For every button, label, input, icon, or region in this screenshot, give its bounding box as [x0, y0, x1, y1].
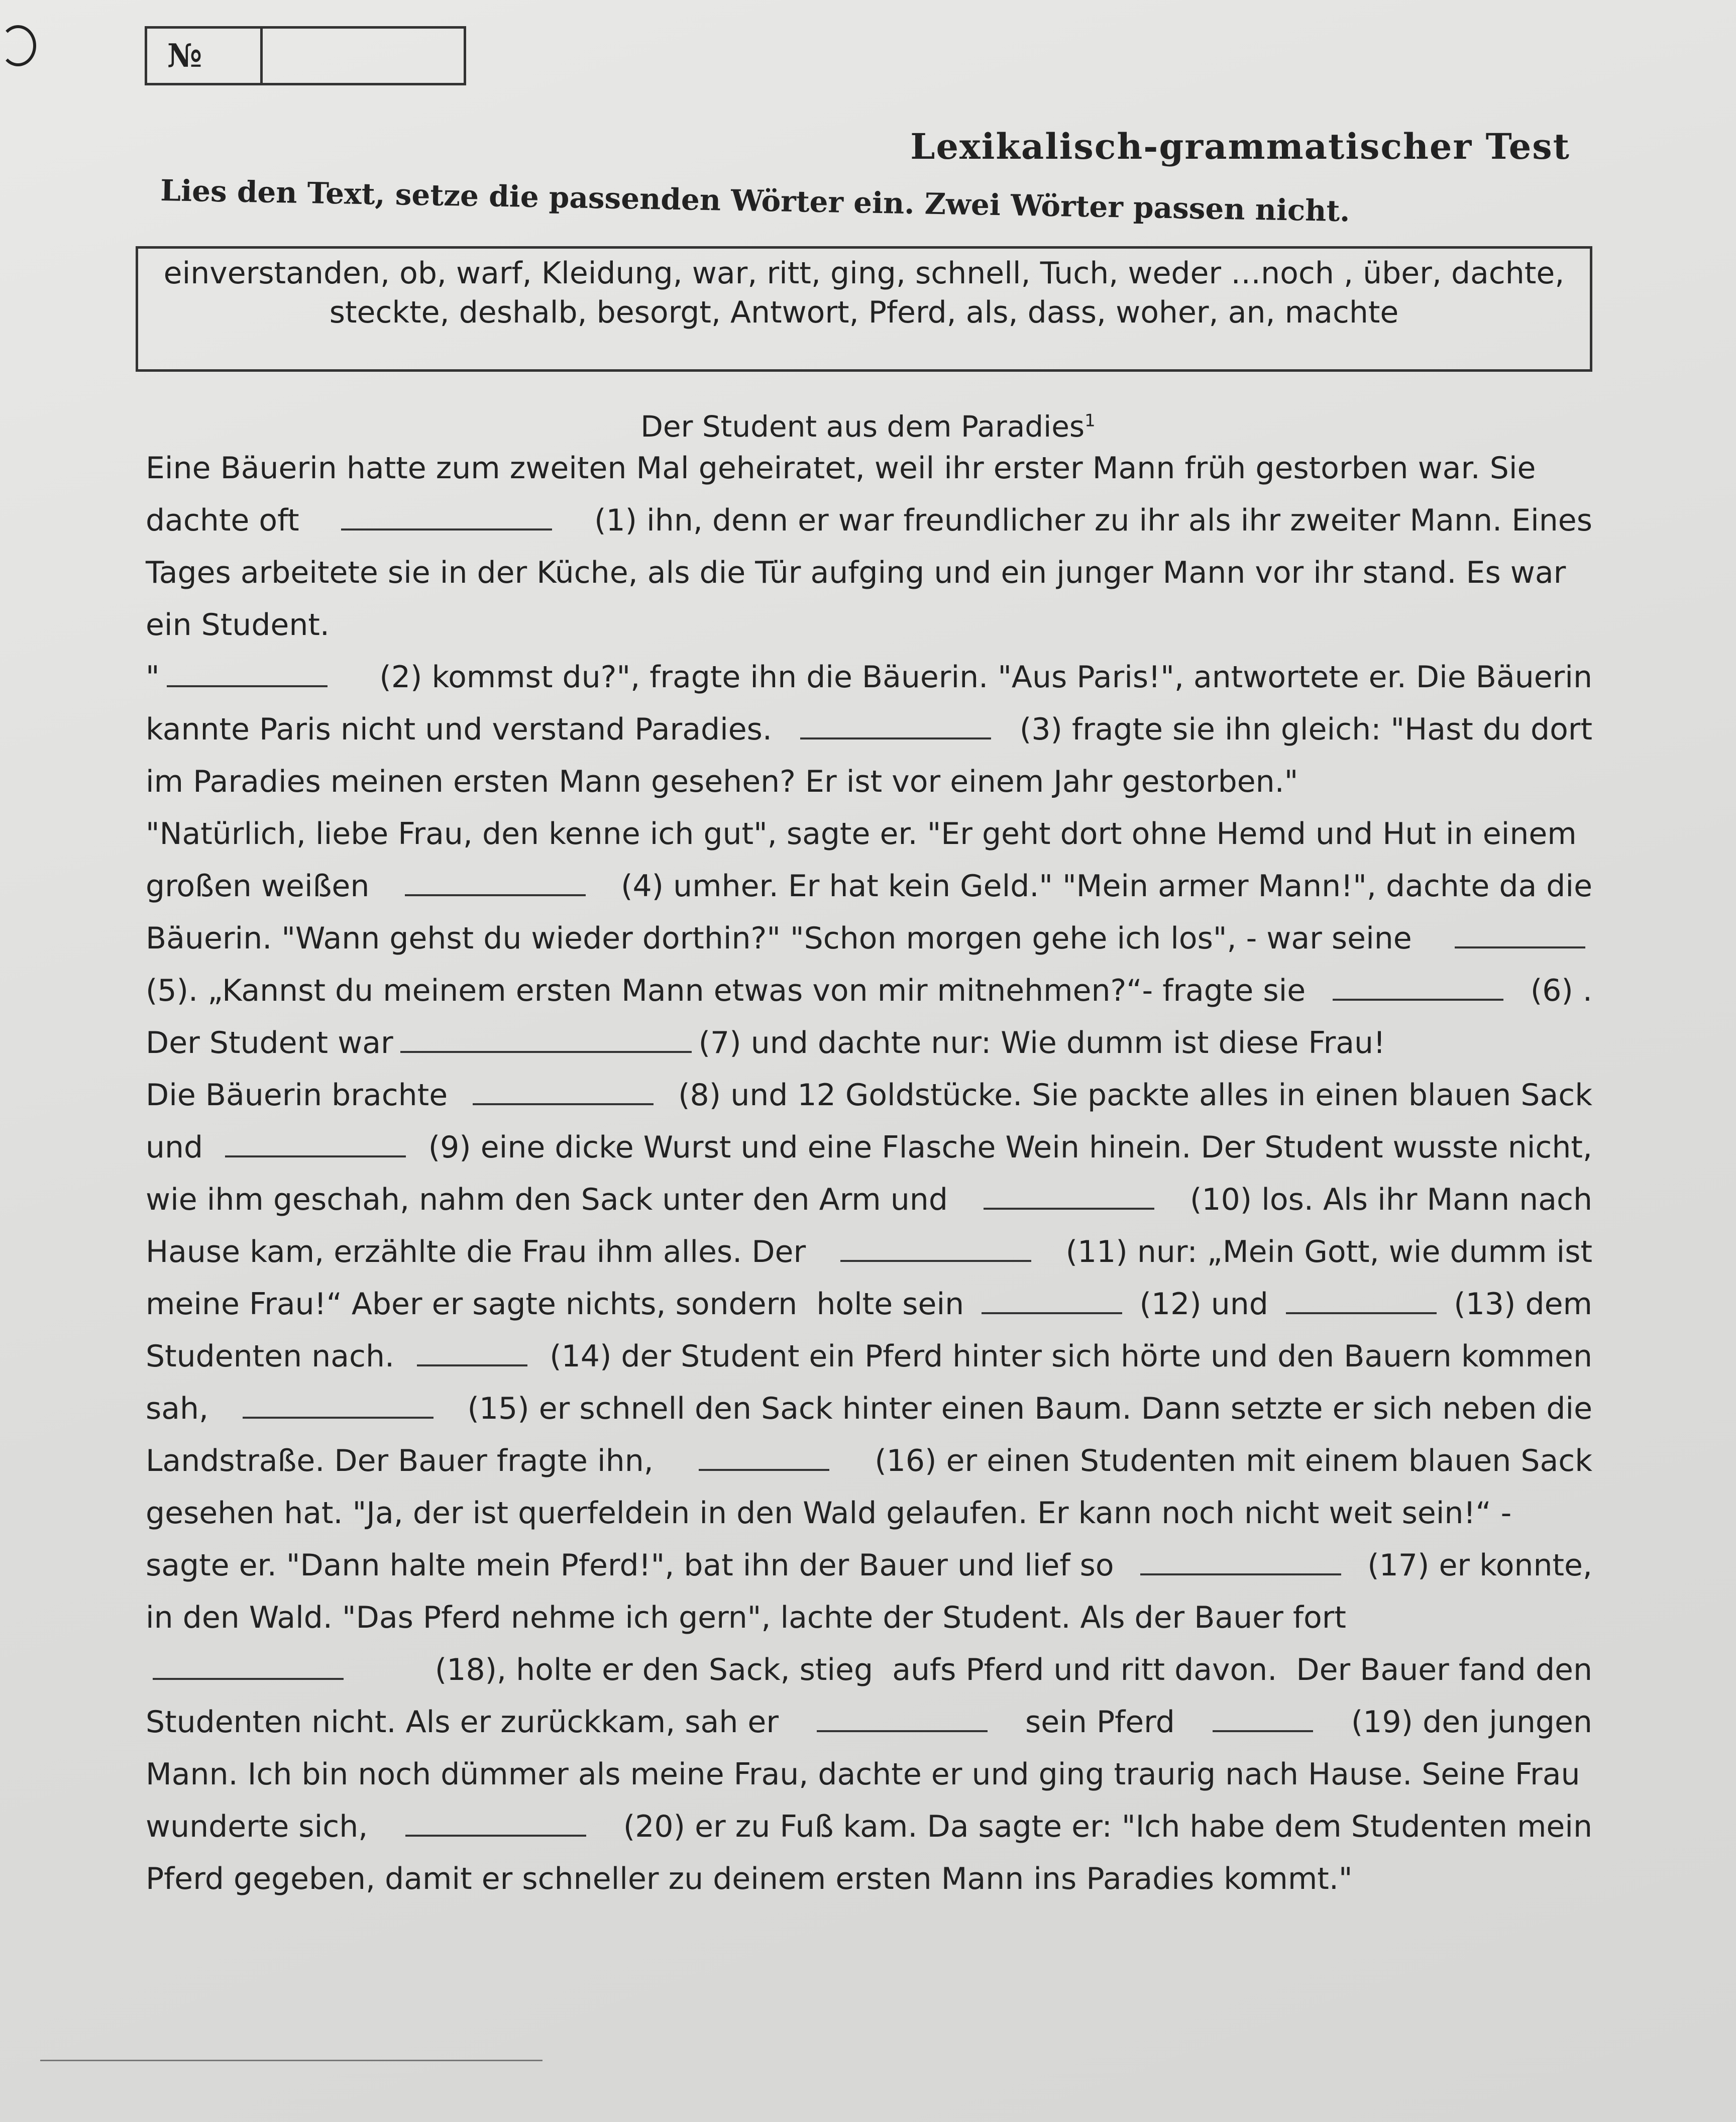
story-line — [146, 1591, 1592, 1644]
gap-9-blank[interactable] — [225, 1131, 406, 1157]
text-segment: (17) er konnte, — [1367, 1548, 1592, 1583]
story-line — [146, 442, 1592, 494]
text-segment: (9) eine dicke Wurst und eine Flasche Wein hinein. Der Student wusste nicht, — [428, 1130, 1592, 1165]
text-segment: in den Wald. "Das Pferd nehme ich gern", lachte der Student. Als der Bauer fort — [146, 1600, 1346, 1635]
gap-17-blank[interactable] — [1140, 1549, 1341, 1575]
text-segment: (16) er einen Studenten mit einem blauen Sack — [875, 1443, 1592, 1478]
text-segment: Studenten nicht. Als er zurückkam, sah er — [146, 1705, 779, 1740]
gap-1-blank[interactable] — [341, 504, 552, 530]
instruction-text: Lies den Text, setze die passenden Wörter ein. Zwei Wörter passen nicht. — [160, 173, 1351, 229]
text-segment: (2) kommst du?", fragte ihn die Bäuerin. "Aus Paris!", antwortete er. Die Bäuerin — [379, 660, 1592, 695]
text-segment: sein Pferd — [1025, 1705, 1175, 1740]
text-segment: Tages arbeitete sie in der Küche, als die Tür aufging und ein junger Mann vor ihr stand. Es war — [146, 555, 1566, 590]
story-line — [146, 860, 1592, 912]
text-segment: im Paradies meinen ersten Mann gesehen? Er ist vor einem Jahr gestorben." — [146, 764, 1298, 799]
gap-3-blank[interactable] — [800, 713, 991, 739]
text-segment: (18), holte er den Sack, stieg aufs Pferd und ritt davon. Der Bauer fand den — [435, 1652, 1592, 1687]
story-line — [146, 1800, 1592, 1853]
text-segment: (6) . — [1530, 973, 1592, 1008]
text-segment: ein Student. — [146, 607, 330, 643]
gap-11-blank[interactable] — [840, 1236, 1031, 1262]
gap-12-blank[interactable] — [982, 1288, 1122, 1314]
number-label: № — [147, 29, 263, 83]
story-line — [146, 1748, 1592, 1800]
gap-6-blank[interactable] — [1333, 975, 1503, 1001]
word-bank-line-2: steckte, deshalb, besorgt, Antwort, Pferd, als, dass, woher, an, machte — [329, 295, 1399, 330]
gap-18-blank[interactable] — [153, 1654, 344, 1680]
story-line — [146, 651, 1592, 703]
story-title — [0, 409, 1736, 444]
gap-4-blank[interactable] — [405, 870, 586, 896]
story-line — [146, 1644, 1592, 1696]
story-line — [146, 1017, 1592, 1069]
story-line — [146, 912, 1592, 965]
text-segment: Hause kam, erzählte die Frau ihm alles. Der — [146, 1234, 806, 1269]
story-line — [146, 1487, 1592, 1539]
story-line — [146, 703, 1592, 756]
text-segment: und — [146, 1130, 203, 1165]
text-segment: "Natürlich, liebe Frau, den kenne ich gut", sagte er. "Er geht dort ohne Hemd und Hut in einem — [146, 816, 1577, 852]
story-line — [146, 1330, 1592, 1383]
story-line — [146, 1121, 1592, 1174]
signature-line — [40, 2060, 542, 2061]
test-title: Lexikalisch-grammatischer Test — [910, 126, 1570, 167]
text-segment: (4) umher. Er hat kein Geld." "Mein armer Mann!", dachte da die — [621, 869, 1592, 904]
story-line — [146, 1853, 1592, 1905]
word-bank — [136, 246, 1592, 372]
text-segment: dachte oft — [146, 503, 299, 538]
text-segment: wunderte sich, — [146, 1809, 368, 1844]
text-segment: Mann. Ich bin noch dümmer als meine Frau, dachte er und ging traurig nach Hause. Seine Frau — [146, 1757, 1580, 1792]
quote-mark: " — [146, 660, 160, 695]
story-line — [146, 494, 1592, 547]
text-segment: (14) der Student ein Pferd hinter sich hörte und den Bauern kommen — [550, 1339, 1592, 1374]
word-bank-line-1: einverstanden, ob, warf, Kleidung, war, ritt, ging, schnell, Tuch, weder …noch , über, dachte, — [163, 256, 1565, 291]
gap-16-blank[interactable] — [699, 1445, 829, 1471]
text-segment: (12) und — [1139, 1287, 1268, 1322]
gap-2-blank[interactable] — [167, 661, 328, 687]
text-segment: (15) er schnell den Sack hinter einen Baum. Dann setzte er sich neben die — [467, 1391, 1592, 1426]
story-text — [146, 442, 1592, 1905]
text-segment: Eine Bäuerin hatte zum zweiten Mal geheiratet, weil ihr erster Mann früh gestorben war. Sie — [146, 451, 1536, 486]
story-line — [146, 1435, 1592, 1487]
text-segment: (8) und 12 Goldstücke. Sie packte alles in einen blauen Sack — [678, 1078, 1592, 1113]
text-segment: Landstraße. Der Bauer fragte ihn, — [146, 1443, 654, 1478]
text-segment: (3) fragte sie ihn gleich: "Hast du dort — [1019, 712, 1592, 747]
text-segment: kannte Paris nicht und verstand Paradies. — [146, 712, 772, 747]
gap-7-blank[interactable] — [400, 1027, 692, 1053]
number-box — [145, 26, 466, 85]
text-segment: großen weißen — [146, 869, 370, 904]
text-segment: gesehen hat. "Ja, der ist querfeldein in den Wald gelaufen. Er kann noch nicht weit sein!“ - — [146, 1496, 1512, 1531]
text-segment: Bäuerin. "Wann gehst du wieder dorthin?" "Schon morgen gehe ich los", - war seine — [146, 921, 1412, 956]
text-segment: Der Student war — [146, 1025, 393, 1060]
gap-8-blank[interactable] — [473, 1079, 654, 1105]
text-segment: Studenten nach. — [146, 1339, 395, 1374]
story-line — [146, 1383, 1592, 1435]
gap-19-blank[interactable] — [1213, 1706, 1313, 1732]
story-line — [146, 756, 1592, 808]
text-segment: Pferd gegeben, damit er schneller zu deinem ersten Mann ins Paradies kommt." — [146, 1861, 1353, 1896]
text-segment: sagte er. "Dann halte mein Pferd!", bat ihn der Bauer und lief so — [146, 1548, 1114, 1583]
story-line — [146, 599, 1592, 651]
story-title-text: Der Student aus dem Paradies — [640, 409, 1085, 444]
story-line — [146, 547, 1592, 599]
story-line — [146, 808, 1592, 860]
text-segment: sah, — [146, 1391, 209, 1426]
number-field[interactable] — [263, 29, 464, 83]
story-line — [146, 1226, 1592, 1278]
gap-5-blank[interactable] — [1455, 922, 1585, 948]
text-segment: (10) los. Als ihr Mann nach — [1190, 1182, 1592, 1217]
text-segment: wie ihm geschah, nahm den Sack unter den Arm und — [146, 1182, 948, 1217]
text-segment: (20) er zu Fuß kam. Da sagte er: "Ich habe dem Studenten mein — [623, 1809, 1592, 1844]
text-segment: (13) dem — [1454, 1287, 1592, 1322]
story-line — [146, 1539, 1592, 1591]
text-segment: (7) und dachte nur: Wie dumm ist diese Frau! — [698, 1025, 1386, 1060]
text-segment: (5). „Kannst du meinem ersten Mann etwas von mir mitnehmen?“- fragte sie — [146, 973, 1306, 1008]
story-line — [146, 965, 1592, 1017]
gap-10-blank[interactable] — [984, 1184, 1154, 1210]
story-line — [146, 1069, 1592, 1121]
gap-14-blank[interactable] — [417, 1340, 527, 1366]
text-segment: meine Frau!“ Aber er sagte nichts, sondern holte sein — [146, 1287, 964, 1322]
story-line — [146, 1278, 1592, 1330]
footnote-mark: 1 — [1084, 410, 1096, 431]
story-line — [146, 1174, 1592, 1226]
text-segment: Die Bäuerin brachte — [146, 1078, 448, 1113]
gap-15-blank[interactable] — [243, 1393, 433, 1419]
text-segment: (1) ihn, denn er war freundlicher zu ihr als ihr zweiter Mann. Eines — [594, 503, 1592, 538]
text-segment: (19) den jungen — [1351, 1705, 1592, 1740]
story-line — [146, 1696, 1592, 1748]
punch-hole-icon — [0, 25, 36, 66]
gap-19a-blank[interactable] — [817, 1706, 988, 1732]
text-segment: (11) nur: „Mein Gott, wie dumm ist — [1065, 1234, 1592, 1269]
gap-13-blank[interactable] — [1286, 1288, 1437, 1314]
gap-20-blank[interactable] — [405, 1811, 586, 1837]
